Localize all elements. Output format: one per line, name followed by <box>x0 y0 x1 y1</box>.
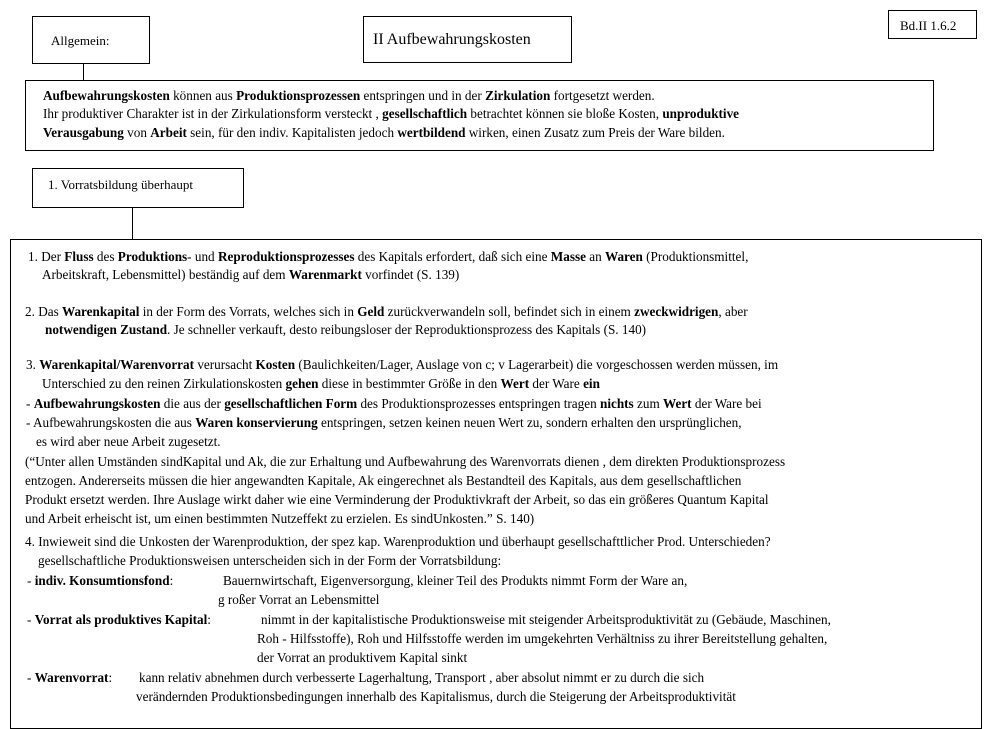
text-run: des Kapitals erfordert, daß sich eine <box>354 249 551 264</box>
bullet-2-text-1: nimmt in der kapitalistische Produktionsweise mit steigender Arbeitsproduktivität zu (Gebäude, Maschinen, <box>261 612 831 627</box>
text-run: - <box>27 573 35 588</box>
text-run: diese in bestimmter Größe in den <box>318 376 501 391</box>
point-3-line-1 <box>26 356 778 374</box>
point-3-line-2 <box>42 375 600 393</box>
reference-box <box>888 10 977 39</box>
bold-text-run: wertbildend <box>397 125 466 140</box>
text-run: entspringen, setzen keinen neuen Wert zu, sondern erhalten den ursprünglichen, <box>317 415 742 430</box>
text-run: fortgesetzt werden. <box>550 88 655 103</box>
main-box <box>10 239 982 729</box>
bold-text-run: Warenkapital <box>62 304 140 319</box>
text-run: - <box>26 396 34 411</box>
text-run: entspringen und in der <box>360 88 486 103</box>
bullet-1-text-2: g roßer Vorrat an Lebensmittel <box>218 592 380 607</box>
text-run: (Baulichkeiten/Lager, Auslage von c; v Lagerarbeit) die vorgeschossen werden müssen, im <box>295 357 779 372</box>
point-3-line-3 <box>26 395 762 413</box>
text-run: - Aufbewahrungskosten die aus <box>26 415 196 430</box>
text-run: (Produktionsmittel, <box>642 249 749 264</box>
bold-text-run: Waren konservierung <box>195 415 318 430</box>
bold-text-run: Waren <box>605 249 643 264</box>
bold-text-run: Aufbewahrungskosten <box>43 88 170 103</box>
bold-text-run: ein <box>583 376 600 391</box>
text-run: , aber <box>718 304 748 319</box>
text-run: des <box>93 249 118 264</box>
bold-text-run: Warenkapital/Warenvorrat <box>39 357 195 372</box>
bold-text-run: unproduktive <box>662 106 740 121</box>
text-run: . Je schneller verkauft, desto reibungsloser der Reproduktionsprozess des Kapitals (S. 140) <box>167 322 647 337</box>
bold-text-run: Produktionsprozessen <box>236 88 361 103</box>
point-1-line-1 <box>28 248 748 266</box>
section-box <box>32 168 244 208</box>
text-run: der Ware bei <box>691 396 762 411</box>
quote-line-3: Produkt ersetzt werden. Ihre Auslage wirkt daher wie eine Verminderung der Produktivkraft der Arbeit, so das ein größeres Quantum Kapital <box>25 492 769 507</box>
text-run: von <box>123 125 151 140</box>
bullet-2-text-3: der Vorrat an produktivem Kapital sinkt <box>257 650 468 665</box>
bullet-3-label <box>27 669 112 687</box>
text-run: an <box>585 249 605 264</box>
bold-text-run: Verausgabung <box>43 125 124 140</box>
bold-text-run: Produktions <box>117 249 188 264</box>
section-label: 1. Vorratsbildung überhaupt <box>48 177 194 192</box>
bullet-1-label <box>27 572 173 590</box>
bold-text-run: Aufbewahrungskosten <box>33 396 161 411</box>
point-4-line-1: 4. Inwieweit sind die Unkosten der Warenproduktion, der spez kap. Warenproduktion und überhaupt gesellschafttlicher Prod. Unterschieden? <box>25 534 771 549</box>
reference-label: Bd.II 1.6.2 <box>900 18 957 33</box>
bold-text-run: Masse <box>550 249 586 264</box>
intro-line-1 <box>43 87 655 105</box>
bold-text-run: Arbeit <box>150 125 187 140</box>
bold-text-run: nichts <box>599 396 634 411</box>
text-run: der Ware <box>529 376 584 391</box>
text-run: die aus der <box>160 396 225 411</box>
bold-text-run: notwendigen Zustand <box>45 322 168 337</box>
bold-text-run: gesellschaftlichen Form <box>224 396 358 411</box>
text-run: - <box>27 612 35 627</box>
text-run: sein, für den indiv. Kapitalisten jedoch <box>186 125 398 140</box>
text-run: - <box>27 670 35 685</box>
bold-text-run: Vorrat als produktives Kapital <box>34 612 208 627</box>
text-run: : <box>169 573 174 588</box>
text-run: wirken, einen Zusatz zum Preis der Ware bilden. <box>465 125 725 140</box>
text-run: können aus <box>169 88 237 103</box>
text-run: 2. Das <box>25 304 62 319</box>
bold-text-run: Reproduktionsprozesses <box>217 249 355 264</box>
bold-text-run: gehen <box>285 376 319 391</box>
text-run: Ihr produktiver Charakter ist in der Zirkulationsform versteckt , <box>43 106 383 121</box>
intro-box <box>25 80 934 151</box>
text-run: des Produktionsprozesses entspringen tragen <box>357 396 600 411</box>
quote-line-1: (“Unter allen Umständen sindKapital und Ak, die zur Erhaltung und Aufbewahrung des Warenvorrats dienen , dem direkten Produktionsprozess <box>25 454 786 469</box>
bold-text-run: Kosten <box>255 357 296 372</box>
text-run: betrachtet können sie bloße Kosten, <box>467 106 663 121</box>
text-run: : <box>207 612 211 627</box>
text-run: Unterschied zu den reinen Zirkulationskosten <box>42 376 286 391</box>
text-run: verursacht <box>194 357 256 372</box>
text-run: Arbeitskraft, Lebensmittel) beständig auf dem <box>42 267 289 282</box>
title-box <box>363 16 572 63</box>
point-2-line-2 <box>45 321 646 339</box>
bullet-3-text-2: verändernden Produktionsbedingungen innerhalb des Kapitalismus, durch die Steigerung der Arbeitsproduktivität <box>136 689 736 704</box>
allgemein-label: Allgemein: <box>51 33 110 48</box>
bold-text-run: Fluss <box>64 249 94 264</box>
text-run: - und <box>187 249 218 264</box>
bold-text-run: Warenmarkt <box>288 267 362 282</box>
connector-line-top <box>83 63 84 80</box>
bold-text-run: indiv. Konsumtionsfond <box>34 573 170 588</box>
text-run: zurückverwandeln soll, befindet sich in einem <box>384 304 635 319</box>
bullet-1-text-1: Bauernwirtschaft, Eigenversorgung, kleiner Teil des Produkts nimmt Form der Ware an, <box>223 573 688 588</box>
bullet-2-text-2: Roh - Hilfsstoffe), Roh und Hilfsstoffe werden im umgekehrten Verhältniss zu ihrer Bereitstellung gehalten, <box>257 631 828 646</box>
point-4-line-2: gesellschaftliche Produktionsweisen unterscheiden sich in der Form der Vorratsbildung: <box>38 553 502 568</box>
intro-line-3 <box>43 124 725 142</box>
text-run: : <box>108 670 113 685</box>
point-2-line-1 <box>25 303 748 321</box>
text-run: 1. Der <box>28 249 65 264</box>
point-3-line-4 <box>26 414 742 432</box>
bold-text-run: Zirkulation <box>485 88 551 103</box>
intro-line-2 <box>43 105 739 123</box>
bold-text-run: gesellschaftlich <box>382 106 468 121</box>
quote-line-4: und Arbeit erheischt ist, um einen bestimmten Nutzeffekt zu erzielen. Es sindUnkosten.” S. 140) <box>25 511 535 526</box>
quote-line-2: entzogen. Andererseits müssen die hier angewandten Kapitale, Ak eingerechnet als Bestandteil des Kapitals, aus dem gesellschaftlichen <box>25 473 742 488</box>
point-1-line-2 <box>42 266 459 284</box>
connector-line-section <box>132 207 133 239</box>
bullet-2-label <box>27 611 211 629</box>
bold-text-run: Warenvorrat <box>34 670 109 685</box>
bold-text-run: Wert <box>500 376 530 391</box>
bold-text-run: zweckwidrigen <box>634 304 719 319</box>
text-run: zum <box>633 396 664 411</box>
text-run: vorfindet (S. 139) <box>361 267 460 282</box>
bold-text-run: Wert <box>663 396 692 411</box>
point-3-line-5: es wird aber neue Arbeit zugesetzt. <box>36 434 221 449</box>
bullet-3-text-1: kann relativ abnehmen durch verbesserte Lagerhaltung, Transport , aber absolut nimmt er zu durch die sich <box>139 670 705 685</box>
allgemein-box <box>32 16 150 64</box>
bold-text-run: Geld <box>357 304 385 319</box>
text-run: 3. <box>26 357 40 372</box>
page-title: II Aufbewahrungskosten <box>373 31 531 48</box>
text-run: in der Form des Vorrats, welches sich in <box>139 304 358 319</box>
